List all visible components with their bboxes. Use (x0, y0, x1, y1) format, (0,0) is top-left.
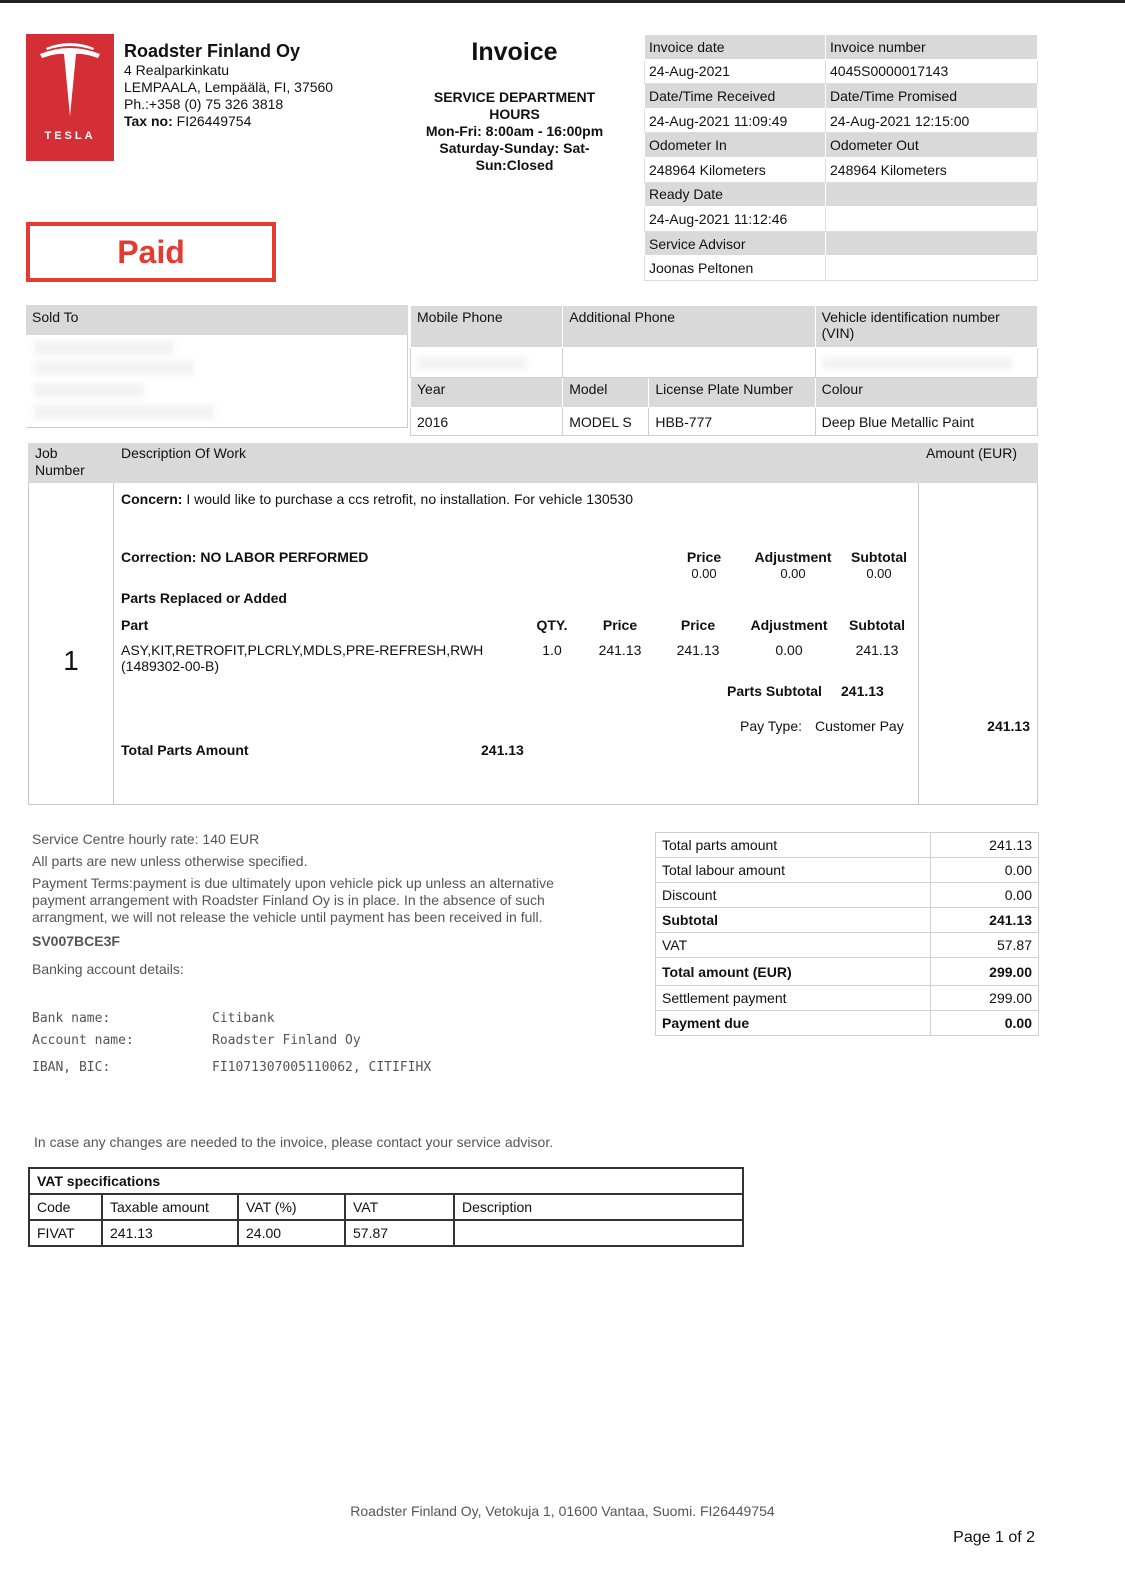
company-address (124, 40, 333, 130)
concern-label: Concern: (121, 491, 183, 507)
part-row (121, 642, 513, 674)
totals-label: Total parts amount (656, 833, 931, 858)
ready-date: 24-Aug-2021 11:12:46 (645, 207, 826, 232)
parts-subtotal-label: Parts Subtotal (727, 683, 822, 699)
footer-address: Roadster Finland Oy, Vetokuja 1, 01600 Vantaa, Suomi. FI26449754 (350, 1503, 775, 1519)
redacted-line (34, 361, 194, 375)
concern-text: I would like to purchase a ccs retrofit, no installation. For vehicle 130530 (182, 491, 634, 507)
colour-label: Colour (815, 378, 1037, 408)
additional-phone-label: Additional Phone (563, 306, 815, 348)
hours-line: Mon-Fri: 8:00am - 16:00pm (425, 123, 604, 139)
totals-row (656, 933, 1039, 958)
vat-header-vat: VAT (345, 1194, 454, 1220)
parts-subtotal-value: 241.13 (841, 683, 884, 699)
redacted-line (34, 405, 214, 419)
totals-label: Subtotal (656, 908, 931, 933)
empty-cell (826, 256, 1038, 281)
parts-header-price2: Price (680, 617, 716, 633)
total-parts-value: 241.13 (481, 742, 524, 758)
promised-label: Date/Time Promised (826, 84, 1038, 109)
part-qty: 1.0 (542, 642, 562, 658)
parts-header-adjustment: Adjustment (750, 617, 828, 633)
correction-line: Correction: NO LABOR PERFORMED (121, 549, 369, 565)
parts-header-part: Part (121, 617, 149, 633)
labor-price-value: 0.00 (691, 566, 717, 581)
paid-stamp: Paid (26, 222, 276, 282)
parts-new-note: All parts are new unless otherwise specified. (32, 853, 308, 869)
colour-value: Deep Blue Metallic Paint (815, 408, 1037, 436)
sold-to-address-redacted (26, 335, 408, 428)
pay-type-value: Customer Pay (815, 718, 904, 734)
part-adjustment: 0.00 (775, 642, 803, 658)
totals-value: 0.00 (931, 883, 1039, 908)
bank-name: Citibank (212, 1011, 275, 1026)
received-value: 24-Aug-2021 11:09:49 (645, 108, 826, 133)
part-name: ASY,KIT,RETROFIT,PLCRLY,MDLS,PRE-REFRESH,RWH (121, 642, 484, 658)
total-parts-label: Total Parts Amount (121, 742, 249, 758)
contact-note: In case any changes are needed to the invoice, please contact your service advisor. (34, 1134, 554, 1150)
redacted-line (34, 341, 174, 355)
totals-value: 0.00 (931, 1011, 1039, 1036)
totals-row (656, 883, 1039, 908)
received-label: Date/Time Received (645, 84, 826, 109)
iban-label: IBAN, BIC: (32, 1060, 111, 1075)
payment-terms: Payment Terms:payment is due ultimately upon vehicle pick up unless an alternative payment arrangement with Roadster Finland Oy is in place. In the absence of such arrangment, we will not release the vehicle until payment has been received in full. (32, 875, 554, 925)
labor-subtotal-header: Subtotal (851, 549, 907, 565)
totals-value: 241.13 (931, 833, 1039, 858)
invoice-date-label: Invoice date (645, 35, 826, 60)
part-subtotal: 241.13 (855, 642, 899, 658)
hours-line: SERVICE DEPARTMENT (433, 89, 596, 105)
company-tax (124, 113, 333, 130)
invoice-notes (32, 831, 592, 989)
company-phone: Ph.:+358 (0) 75 326 3818 (124, 96, 284, 112)
invoice-number-label: Invoice number (826, 35, 1038, 60)
labor-subtotal-value: 0.00 (866, 566, 892, 581)
job-number-column (28, 483, 114, 805)
hours-line: Saturday-Sunday: Sat- (439, 140, 590, 156)
vat-header-percent: VAT (%) (238, 1194, 345, 1220)
mobile-phone-redacted (411, 348, 563, 378)
invoice-date: 24-Aug-2021 (645, 59, 826, 84)
hours-line: HOURS (489, 106, 540, 122)
odometer-out: 248964 Kilometers (826, 157, 1038, 182)
totals-value: 299.00 (931, 986, 1039, 1011)
bank-name-label: Bank name: (32, 1011, 111, 1026)
vat-code: FIVAT (29, 1220, 102, 1246)
part-price2: 241.13 (676, 642, 720, 658)
vin-redacted (815, 348, 1037, 378)
totals-value: 57.87 (931, 933, 1039, 958)
promised-value: 24-Aug-2021 12:15:00 (826, 108, 1038, 133)
plate-value: HBB-777 (649, 408, 815, 436)
part-price: 241.13 (598, 642, 642, 658)
account-name-label: Account name: (32, 1033, 134, 1048)
year-label: Year (411, 378, 563, 408)
pay-type-label: Pay Type: (740, 718, 803, 734)
totals-value: 0.00 (931, 858, 1039, 883)
vin-label: Vehicle identification number (VIN) (815, 306, 1037, 348)
service-advisor: Joonas Peltonen (645, 256, 826, 281)
totals-row (656, 833, 1039, 858)
tesla-logo (26, 34, 114, 161)
totals-row (656, 986, 1039, 1011)
labor-adjustment-header: Adjustment (754, 549, 832, 565)
job-amount: 241.13 (987, 718, 1030, 734)
totals-label: Total labour amount (656, 858, 931, 883)
odometer-out-label: Odometer Out (826, 133, 1038, 158)
job-table-header (28, 443, 1038, 483)
company-name: Roadster Finland Oy (124, 41, 301, 61)
vat-description (454, 1220, 743, 1246)
additional-phone-value (563, 348, 815, 378)
totals-label: VAT (656, 933, 931, 958)
vehicle-info-table (410, 305, 1038, 436)
account-name: Roadster Finland Oy (212, 1033, 361, 1048)
page-number: Page 1 of 2 (953, 1529, 1035, 1546)
concern-line (121, 491, 633, 507)
vat-specifications-table (28, 1167, 744, 1247)
invoice-title: Invoice (471, 38, 558, 66)
hours-line: Sun:Closed (475, 157, 554, 173)
vat-title: VAT specifications (29, 1168, 743, 1194)
amount-column-divider (918, 483, 919, 805)
totals-row (656, 958, 1039, 986)
model-value: MODEL S (563, 408, 649, 436)
redacted-line (34, 383, 144, 397)
vat-taxable: 241.13 (102, 1220, 238, 1246)
service-hours (412, 89, 617, 174)
parts-title: Parts Replaced or Added (121, 590, 287, 606)
tax-value: FI26449754 (172, 113, 252, 129)
empty-cell (826, 182, 1038, 207)
job-number: 1 (63, 645, 79, 676)
totals-table (655, 832, 1039, 1036)
totals-label: Total amount (EUR) (656, 958, 931, 986)
part-number: (1489302-00-B) (121, 658, 220, 674)
parts-header-price: Price (602, 617, 638, 633)
vat-amount: 57.87 (345, 1220, 454, 1246)
job-number-label: Number (35, 462, 85, 478)
totals-value: 299.00 (931, 958, 1039, 986)
vat-header-description: Description (454, 1194, 743, 1220)
mobile-phone-label: Mobile Phone (411, 306, 563, 348)
description-label: Description Of Work (121, 445, 246, 461)
vat-header-taxable: Taxable amount (102, 1194, 238, 1220)
totals-value: 241.13 (931, 908, 1039, 933)
totals-row (656, 858, 1039, 883)
job-number-label: Job (35, 445, 58, 461)
empty-cell (826, 231, 1038, 256)
company-street: 4 Realparkinkatu (124, 62, 230, 78)
tax-label: Tax no: (124, 113, 173, 129)
iban-value: FI1071307005110062, CITIFIHX (212, 1060, 432, 1075)
parts-header-qty: QTY. (536, 617, 568, 633)
vat-header-code: Code (29, 1194, 102, 1220)
page-top-border (0, 0, 1125, 3)
company-city: LEMPAALA, Lempäälä, FI, 37560 (124, 79, 334, 95)
parts-header-subtotal: Subtotal (849, 617, 905, 633)
amount-label: Amount (EUR) (926, 445, 1018, 461)
totals-label: Settlement payment (656, 986, 931, 1011)
totals-row (656, 1011, 1039, 1036)
model-label: Model (563, 378, 649, 408)
hourly-rate: Service Centre hourly rate: 140 EUR (32, 831, 260, 847)
invoice-code: SV007BCE3F (32, 933, 120, 949)
odometer-in-label: Odometer In (645, 133, 826, 158)
labor-price-header: Price (686, 549, 722, 565)
invoice-number: 4045S0000017143 (826, 59, 1038, 84)
banking-label: Banking account details: (32, 961, 184, 977)
service-advisor-label: Service Advisor (645, 231, 826, 256)
labor-adjustment-value: 0.00 (780, 566, 806, 581)
odometer-in: 248964 Kilometers (645, 157, 826, 182)
empty-cell (826, 207, 1038, 232)
year-value: 2016 (411, 408, 563, 436)
vat-percent: 24.00 (238, 1220, 345, 1246)
sold-to-label: Sold To (26, 305, 408, 335)
totals-row (656, 908, 1039, 933)
invoice-info-grid (644, 34, 1038, 281)
logo-wordmark: TESLA (44, 130, 96, 142)
totals-label: Discount (656, 883, 931, 908)
totals-label: Payment due (656, 1011, 931, 1036)
ready-date-label: Ready Date (645, 182, 826, 207)
plate-label: License Plate Number (649, 378, 815, 408)
